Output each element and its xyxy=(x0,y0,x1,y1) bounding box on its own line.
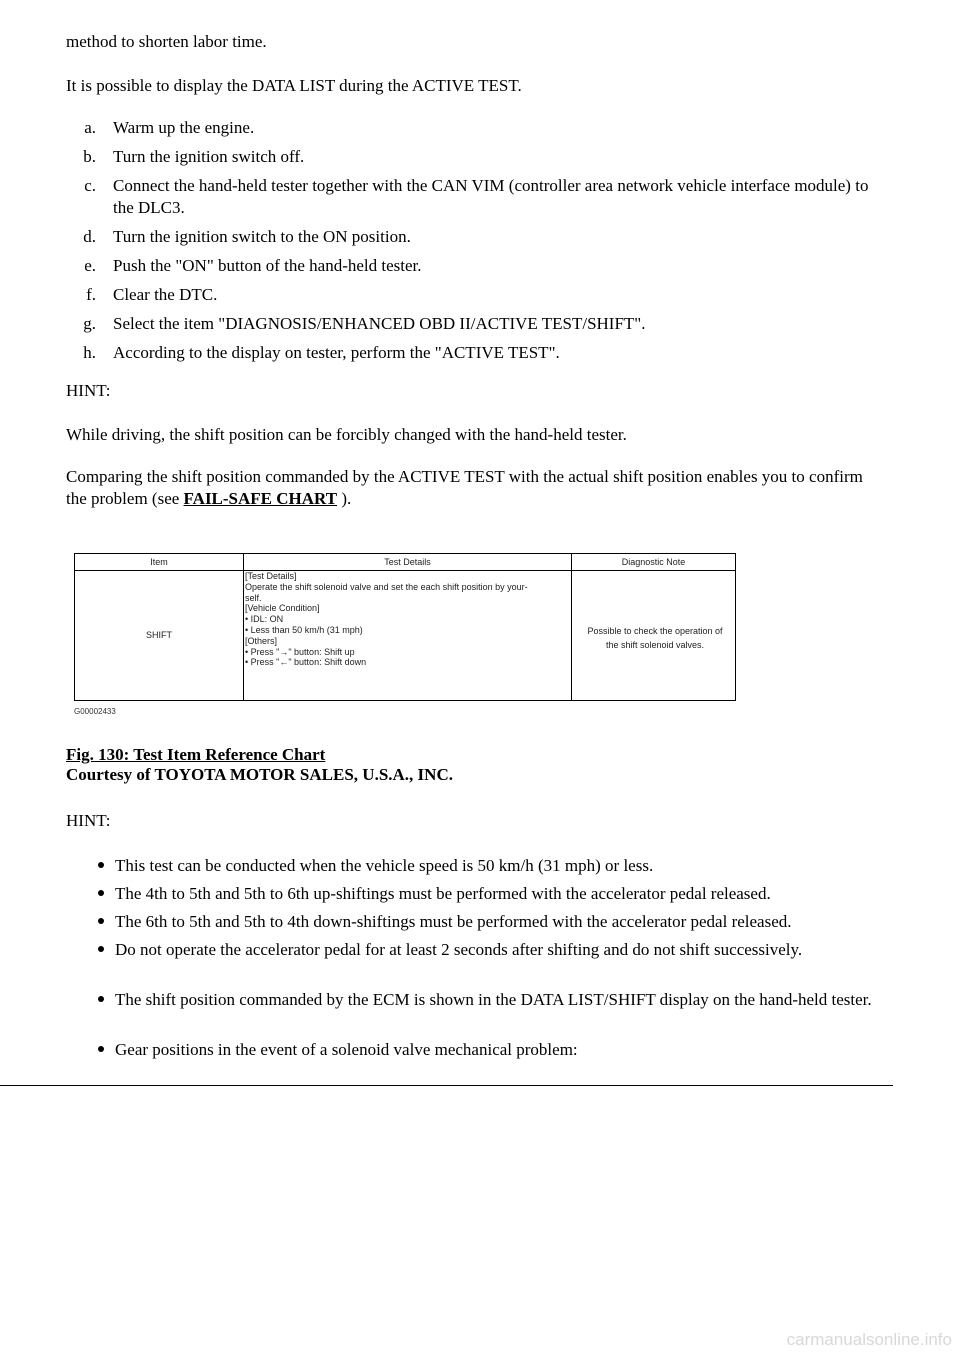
hint-paragraph: While driving, the shift position can be forcibly changed with the hand-held tester. xyxy=(66,425,627,444)
hint-text: Comparing the shift position commanded by the ACTIVE TEST with the actual shift position enables you to confirm the problem (see xyxy=(66,467,863,508)
column-divider xyxy=(243,554,244,700)
detail-line: [Vehicle Condition] xyxy=(245,603,320,614)
page-divider xyxy=(0,1085,893,1086)
bullet-text: The 4th to 5th and 5th to 6th up-shiftings must be performed with the accelerator pedal released. xyxy=(115,884,771,903)
hint-paragraph xyxy=(66,466,866,510)
list-item xyxy=(0,985,900,1035)
list-item xyxy=(0,251,900,280)
list-item xyxy=(0,1035,900,1063)
step-marker: f. xyxy=(86,285,96,304)
bullet-icon xyxy=(98,1046,104,1052)
diagnostic-note-cell: Possible to check the operation of the shift solenoid valves. xyxy=(587,626,723,650)
list-item xyxy=(0,935,900,985)
list-item xyxy=(0,907,900,935)
list-item xyxy=(0,280,900,309)
step-text: Clear the DTC. xyxy=(113,285,218,304)
header-diagnostic-note: Diagnostic Note xyxy=(621,557,686,567)
item-cell: SHIFT xyxy=(146,630,172,640)
figure-courtesy: Courtesy of TOYOTA MOTOR SALES, U.S.A., INC. xyxy=(66,765,453,784)
hint-bullet-list xyxy=(0,851,900,1063)
figure-id: G00002433 xyxy=(74,707,116,716)
bullet-text: This test can be conducted when the vehicle speed is 50 km/h (31 mph) or less. xyxy=(115,856,654,875)
intro-line-2: It is possible to display the DATA LIST during the ACTIVE TEST. xyxy=(66,76,522,95)
list-item xyxy=(0,171,900,222)
bullet-text: The 6th to 5th and 5th to 4th down-shiftings must be performed with the accelerator pedal released. xyxy=(115,912,792,931)
detail-line: Operate the shift solenoid valve and set the each shift position by your- xyxy=(245,581,528,592)
step-text: Push the "ON" button of the hand-held tester. xyxy=(113,256,422,275)
step-text: Turn the ignition switch off. xyxy=(113,147,305,166)
list-item xyxy=(0,142,900,171)
step-text: Connect the hand-held tester together with the CAN VIM (controller area network vehicle interface module) to the DLC3. xyxy=(113,176,869,217)
procedure-steps-list xyxy=(0,113,900,367)
step-marker: a. xyxy=(84,118,96,137)
list-item xyxy=(0,879,900,907)
header-item: Item xyxy=(150,557,168,567)
detail-line: [Others] xyxy=(245,635,278,646)
detail-line: • Less than 50 km/h (31 mph) xyxy=(245,624,363,635)
detail-line: • Press "←" button: Shift down xyxy=(245,657,367,668)
step-marker: e. xyxy=(84,256,96,275)
bullet-icon xyxy=(98,890,104,896)
bullet-text: Do not operate the accelerator pedal for at least 2 seconds after shifting and do not shift successively. xyxy=(115,940,803,959)
detail-line: • IDL: ON xyxy=(245,614,284,625)
test-details-cell xyxy=(245,571,570,668)
list-item xyxy=(0,851,900,879)
test-item-reference-chart xyxy=(74,553,736,701)
bullet-icon xyxy=(98,862,104,868)
bullet-icon xyxy=(98,918,104,924)
list-item xyxy=(0,113,900,142)
header-test-details: Test Details xyxy=(384,557,431,567)
bullet-text: Gear positions in the event of a solenoid valve mechanical problem: xyxy=(115,1040,578,1059)
bullet-icon xyxy=(98,946,104,952)
step-marker: b. xyxy=(83,147,96,166)
detail-line: [Test Details] xyxy=(245,571,297,581)
hint-label: HINT: xyxy=(66,811,111,830)
list-item xyxy=(0,309,900,338)
step-marker: h. xyxy=(83,343,96,362)
intro-line-1: method to shorten labor time. xyxy=(66,32,267,51)
step-marker: g. xyxy=(83,314,96,333)
fail-safe-chart-link[interactable]: FAIL-SAFE CHART xyxy=(183,489,338,508)
detail-line: • Press "→" button: Shift up xyxy=(245,646,355,657)
site-watermark: carmanualsonline.info xyxy=(786,1330,952,1349)
detail-line: self. xyxy=(245,592,262,603)
step-marker: d. xyxy=(83,227,96,246)
step-text: Select the item "DIAGNOSIS/ENHANCED OBD II/ACTIVE TEST/SHIFT". xyxy=(113,314,646,333)
step-text: Warm up the engine. xyxy=(113,118,255,137)
step-text: According to the display on tester, perform the "ACTIVE TEST". xyxy=(113,343,560,362)
column-divider xyxy=(571,554,572,700)
list-item xyxy=(0,338,900,367)
bullet-icon xyxy=(98,996,104,1002)
bullet-text: The shift position commanded by the ECM is shown in the DATA LIST/SHIFT display on the hand-held tester. xyxy=(115,990,872,1009)
hint-text: ). xyxy=(337,489,352,508)
figure-caption xyxy=(66,745,453,785)
list-item xyxy=(0,222,900,251)
hint-label: HINT: xyxy=(66,381,111,400)
step-text: Turn the ignition switch to the ON position. xyxy=(113,227,411,246)
step-marker: c. xyxy=(84,176,96,195)
figure-title: Fig. 130: Test Item Reference Chart xyxy=(66,745,326,764)
